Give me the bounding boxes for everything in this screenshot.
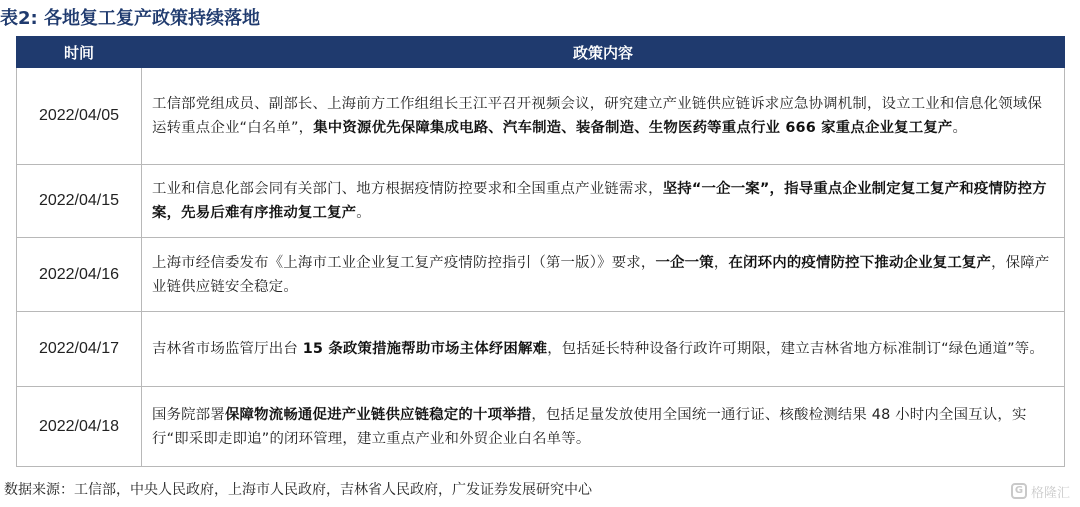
header-content: 政策内容 <box>142 37 1065 68</box>
table-row <box>17 165 1065 238</box>
row-content <box>142 312 1065 387</box>
content-text: ，保障产业链供应链安全稳定。 <box>152 254 1050 295</box>
row-date: 2022/04/05 <box>17 68 142 165</box>
content-text: 吉林省市场监管厅出台 <box>152 341 303 357</box>
content-text: 工业和信息化部会同有关部门、地方根据疫情防控要求和全国重点产业链需求， <box>152 181 663 197</box>
content-text: ，包括足量发放使用全国统一通行证、核酸检测结果 48 小时内全国互认，实行“即采即走即追”的闭环管理，建立重点产业和外贸企业白名单等。 <box>152 406 1027 447</box>
row-date: 2022/04/18 <box>17 387 142 467</box>
header-date: 时间 <box>17 37 142 68</box>
content-highlight: 集中资源优先保障集成电路、汽车制造、装备制造、生物医药等重点行业 666 家重点企业复工复产 <box>313 120 953 136</box>
content-text: 上海市经信委发布《上海市工业企业复工复产疫情防控指引（第一版）》要求， <box>152 254 656 271</box>
content-highlight: 15 条政策措施帮助市场主体纾困解难 <box>302 341 548 357</box>
table-title: 表2: 各地复工复产政策持续落地 <box>0 8 260 29</box>
logo-icon: G <box>1011 483 1027 499</box>
row-date: 2022/04/17 <box>17 312 142 387</box>
table-row <box>17 312 1065 387</box>
content-text: 国务院部署 <box>152 406 225 423</box>
row-content <box>142 165 1065 238</box>
data-source-note: 数据来源：工信部，中央人民政府，上海市人民政府，吉林省人民政府，广发证券发展研究中心 <box>4 482 592 498</box>
content-text: 。 <box>356 205 371 221</box>
policy-table <box>16 36 1065 467</box>
table-row <box>17 387 1065 467</box>
content-text: ，包括延长特种设备行政许可期限，建立吉林省地方标准制订“绿色通道”等。 <box>547 341 1044 357</box>
content-highlight: 坚持“一企一案”，指导重点企业制定复工复产和疫情防控方案，先易后难有序推动复工复产 <box>152 181 1047 221</box>
content-highlight: 一企一策 <box>655 254 714 271</box>
table-row <box>17 238 1065 312</box>
table-header-row <box>17 37 1065 68</box>
row-content <box>142 238 1065 312</box>
row-date: 2022/04/16 <box>17 238 142 312</box>
content-highlight: 保障物流畅通促进产业链供应链稳定的十项举措 <box>224 406 532 423</box>
content-text: 。 <box>952 120 968 136</box>
table-row <box>17 68 1065 165</box>
content-text: 工信部党组成员、副部长、上海前方工作组组长王江平召开视频会议，研究建立产业链供应链诉求应急协调机制，设立工业和信息化领域保运转重点企业“白名单”， <box>152 96 1043 136</box>
logo-text: 格隆汇 <box>1030 485 1070 501</box>
row-content <box>142 387 1065 467</box>
content-text: ， <box>713 254 729 271</box>
row-content <box>142 68 1065 165</box>
row-date: 2022/04/15 <box>17 165 142 238</box>
content-highlight: 在闭环内的疫情防控下推动企业复工复产 <box>728 254 992 271</box>
watermark-logo <box>1011 480 1070 502</box>
